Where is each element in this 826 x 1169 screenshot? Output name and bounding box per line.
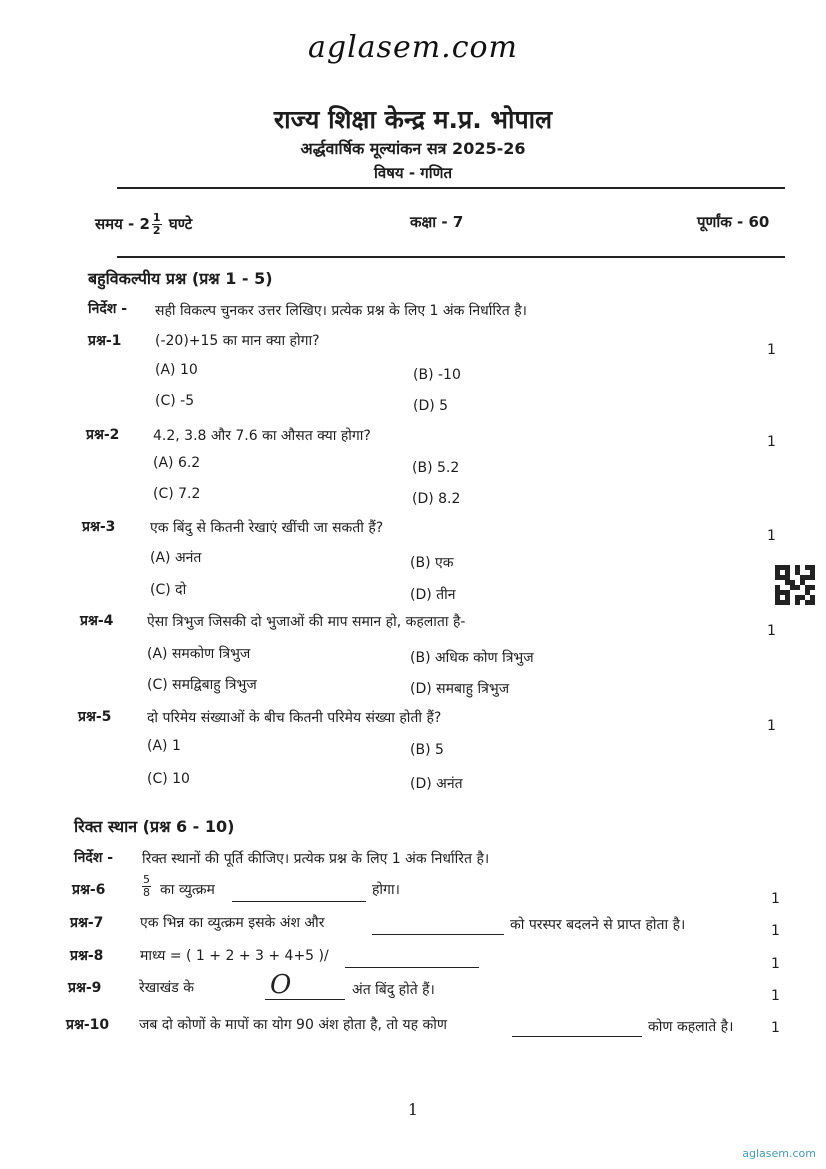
q7-blank[interactable] bbox=[372, 934, 504, 935]
q9-text-before: रेखाखंड के bbox=[139, 980, 194, 996]
qr-code-icon bbox=[775, 565, 815, 605]
q7-label: प्रश्न-7 bbox=[70, 915, 104, 931]
time-label: समय - 2 bbox=[95, 215, 150, 233]
time-frac-num: 1 bbox=[152, 211, 161, 224]
q1-option-c: (C) -5 bbox=[155, 393, 195, 409]
q7-text-before: एक भिन्न का व्युत्क्रम इसके अंश और bbox=[140, 915, 325, 931]
header-divider-top bbox=[117, 187, 785, 189]
q6-frac-num: 5 bbox=[143, 873, 150, 886]
q10-text-before: जब दो कोणों के मापों का योग 90 अंश होता है, तो यह कोण bbox=[139, 1017, 447, 1033]
q5-option-a: (A) 1 bbox=[147, 738, 181, 754]
q6-text-after: होगा। bbox=[372, 882, 400, 898]
time-unit: घण्टे bbox=[168, 215, 193, 233]
q5-label: प्रश्न-5 bbox=[78, 709, 112, 725]
exam-subtitle: अर्द्धवार्षिक मूल्यांकन सत्र 2025-26 bbox=[300, 139, 526, 158]
footer-watermark: aglasem.com bbox=[742, 1147, 816, 1160]
q3-option-c: (C) दो bbox=[150, 582, 187, 598]
q3-option-a: (A) अनंत bbox=[150, 550, 202, 566]
q6-text-before: का व्युत्क्रम bbox=[160, 882, 215, 898]
q4-label: प्रश्न-4 bbox=[80, 613, 114, 629]
q4-option-d: (D) समबाहु त्रिभुज bbox=[410, 681, 510, 697]
q3-marks: 1 bbox=[767, 528, 776, 544]
q7-marks: 1 bbox=[771, 923, 780, 939]
q9-text-after: अंत बिंदु होते हैं। bbox=[352, 982, 435, 998]
q6-marks: 1 bbox=[771, 891, 780, 907]
q6-frac-den: 8 bbox=[143, 886, 150, 899]
q2-option-b: (B) 5.2 bbox=[412, 460, 460, 476]
q10-text-after: कोण कहलाते है। bbox=[648, 1019, 734, 1035]
mcq-heading: बहुविकल्पीय प्रश्न (प्रश्न 1 - 5) bbox=[88, 269, 273, 288]
q7-text-after: को परस्पर बदलने से प्राप्त होता है। bbox=[510, 917, 686, 933]
q8-label: प्रश्न-8 bbox=[70, 948, 104, 964]
q6-label: प्रश्न-6 bbox=[72, 882, 106, 898]
q2-text: 4.2, 3.8 और 7.6 का औसत क्या होगा? bbox=[153, 428, 371, 444]
board-title: राज्य शिक्षा केन्द्र म.प्र. भोपाल bbox=[273, 105, 553, 134]
q5-text: दो परिमेय संख्याओं के बीच कितनी परिमेय संख्या होती हैं? bbox=[147, 710, 442, 726]
q5-option-d: (D) अनंत bbox=[410, 776, 463, 792]
total-marks: पूर्णांक - 60 bbox=[697, 213, 770, 231]
q6-fraction bbox=[140, 874, 153, 899]
q10-label: प्रश्न-10 bbox=[66, 1017, 110, 1033]
q6-blank[interactable] bbox=[232, 901, 366, 902]
q1-option-d: (D) 5 bbox=[413, 398, 449, 414]
q3-option-d: (D) तीन bbox=[410, 587, 456, 603]
q8-text-before: माध्य = ( 1 + 2 + 3 + 4+5 )/ bbox=[140, 948, 329, 964]
q10-marks: 1 bbox=[771, 1020, 780, 1036]
q8-marks: 1 bbox=[771, 956, 780, 972]
mcq-instruction: सही विकल्प चुनकर उत्तर लिखिए। प्रत्येक प्रश्न के लिए 1 अंक निर्धारित है। bbox=[155, 303, 527, 319]
q3-label: प्रश्न-3 bbox=[82, 519, 116, 535]
q2-option-a: (A) 6.2 bbox=[153, 455, 201, 471]
q2-label: प्रश्न-2 bbox=[86, 427, 120, 443]
q3-option-b: (B) एक bbox=[410, 555, 454, 571]
q3-text: एक बिंदु से कितनी रेखाएं खींची जा सकती हैं? bbox=[150, 520, 384, 536]
time-info bbox=[95, 212, 192, 237]
q5-option-b: (B) 5 bbox=[410, 742, 444, 758]
q4-marks: 1 bbox=[767, 623, 776, 639]
q1-marks: 1 bbox=[767, 342, 776, 358]
mcq-instruction-label: निर्देश - bbox=[88, 301, 128, 317]
q4-option-c: (C) समद्विबाहु त्रिभुज bbox=[147, 677, 257, 693]
class-label: कक्षा - 7 bbox=[410, 213, 464, 231]
q1-text: (-20)+15 का मान क्या होगा? bbox=[155, 333, 320, 349]
q4-option-a: (A) समकोण त्रिभुज bbox=[147, 646, 251, 662]
q5-marks: 1 bbox=[767, 718, 776, 734]
q2-option-c: (C) 7.2 bbox=[153, 486, 201, 502]
time-frac-den: 2 bbox=[152, 224, 161, 237]
page-number: 1 bbox=[407, 1100, 419, 1119]
q1-option-b: (B) -10 bbox=[413, 367, 461, 383]
fill-heading: रिक्त स्थान (प्रश्न 6 - 10) bbox=[74, 817, 235, 836]
q1-option-a: (A) 10 bbox=[155, 362, 198, 378]
q2-option-d: (D) 8.2 bbox=[412, 491, 461, 507]
q9-label: प्रश्न-9 bbox=[68, 980, 102, 996]
q8-blank[interactable] bbox=[345, 967, 479, 968]
site-logo: aglasem.com bbox=[307, 30, 518, 65]
fill-instruction-label: निर्देश - bbox=[74, 850, 114, 866]
q1-label: प्रश्न-1 bbox=[88, 333, 122, 349]
q2-marks: 1 bbox=[767, 434, 776, 450]
q4-text: ऐसा त्रिभुज जिसकी दो भुजाओं की माप समान हो, कहलाता है- bbox=[147, 614, 466, 630]
time-fraction bbox=[152, 212, 162, 237]
q4-option-b: (B) अधिक कोण त्रिभुज bbox=[410, 650, 534, 666]
fill-instruction: रिक्त स्थानों की पूर्ति कीजिए। प्रत्येक प्रश्न के लिए 1 अंक निर्धारित है। bbox=[142, 851, 490, 867]
q9-handwritten-answer: O bbox=[270, 970, 292, 1000]
q10-blank[interactable] bbox=[512, 1036, 642, 1037]
q5-option-c: (C) 10 bbox=[147, 771, 190, 787]
header-divider-bottom bbox=[117, 256, 785, 258]
q9-marks: 1 bbox=[771, 988, 780, 1004]
subject-label: विषय - गणित bbox=[374, 164, 452, 182]
